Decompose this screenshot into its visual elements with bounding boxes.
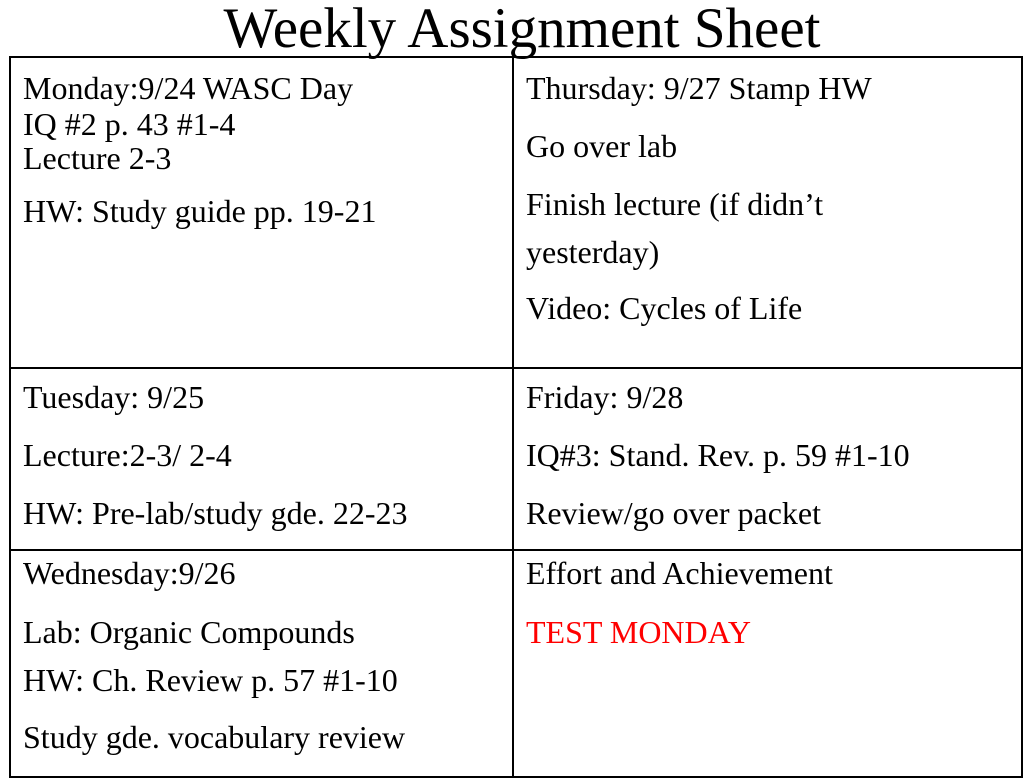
effort-line-1: Effort and Achievement <box>526 555 833 591</box>
cell-tuesday <box>11 369 514 551</box>
page-title: Weekly Assignment Sheet <box>223 0 821 60</box>
wednesday-line-3: HW: Ch. Review p. 57 #1-10 <box>23 662 398 698</box>
friday-line-3: Review/go over packet <box>526 495 821 531</box>
monday-line-1: Monday:9/24 WASC Day <box>23 70 354 106</box>
monday-line-4: HW: Study guide pp. 19-21 <box>23 193 377 229</box>
wednesday-line-4: Study gde. vocabulary review <box>23 719 406 755</box>
thursday-line-1: Thursday: 9/27 Stamp HW <box>526 70 872 106</box>
assignment-table <box>9 56 1023 778</box>
tuesday-line-3: HW: Pre-lab/study gde. 22-23 <box>23 495 408 531</box>
monday-line-2: IQ #2 p. 43 #1-4 <box>23 106 236 142</box>
monday-line-3: Lecture 2-3 <box>23 140 172 176</box>
friday-line-2: IQ#3: Stand. Rev. p. 59 #1-10 <box>526 437 910 473</box>
wednesday-line-2: Lab: Organic Compounds <box>23 614 355 650</box>
thursday-line-2: Go over lab <box>526 128 678 164</box>
cell-monday <box>11 58 514 369</box>
cell-friday <box>514 369 1023 551</box>
thursday-line-4: yesterday) <box>526 234 660 270</box>
tuesday-line-2: Lecture:2-3/ 2-4 <box>23 437 232 473</box>
thursday-line-5: Video: Cycles of Life <box>526 290 803 326</box>
thursday-line-3: Finish lecture (if didn’t <box>526 186 824 222</box>
friday-line-1: Friday: 9/28 <box>526 379 684 415</box>
tuesday-line-1: Tuesday: 9/25 <box>23 379 205 415</box>
cell-wednesday <box>11 551 514 778</box>
cell-effort <box>514 551 1023 778</box>
test-monday-notice: TEST MONDAY <box>526 614 751 650</box>
cell-thursday <box>514 58 1023 369</box>
wednesday-line-1: Wednesday:9/26 <box>23 555 236 591</box>
